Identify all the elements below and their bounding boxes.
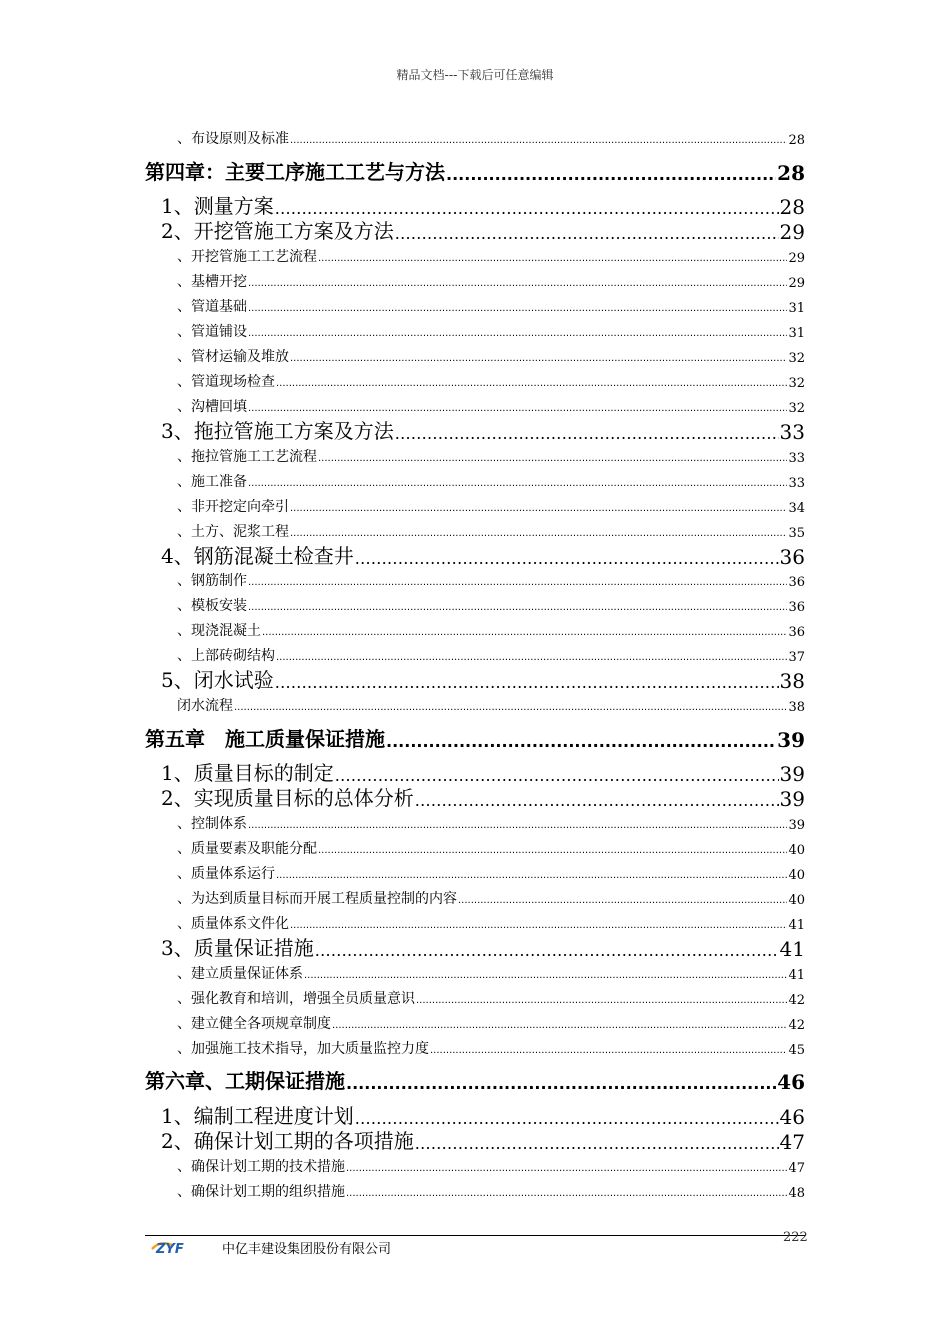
toc-page-number: 41 [788,918,805,933]
toc-leader-dots [304,969,787,983]
toc-page-number: 47 [779,1130,805,1154]
toc-leader-dots [248,327,787,341]
toc-section[interactable] [161,418,805,444]
svg-text:ZYF: ZYF [156,1242,184,1255]
toc-title: 、加强施工技术指导，加大质量监控力度 [177,1041,429,1057]
toc-chapter[interactable] [145,1068,805,1094]
toc-chapter[interactable] [145,726,805,752]
toc-page-number: 42 [788,993,805,1008]
toc-leader-dots [248,302,787,316]
toc-page-number: 39 [779,762,805,786]
toc-page-number: 29 [788,276,805,291]
toc-leader-dots [430,1044,787,1058]
toc-title: 、沟槽回填 [177,399,247,415]
toc-leader-dots [275,673,779,693]
toc-subsection[interactable] [177,496,805,516]
toc-page-number: 36 [788,625,805,640]
toc-subsection[interactable] [177,371,805,391]
toc-leader-dots [248,819,787,833]
toc-leader-dots [386,732,776,752]
toc-page-number: 38 [788,700,805,715]
toc-title: 闭水流程 [177,698,233,714]
toc-title: 、控制体系 [177,816,247,832]
toc-leader-dots [248,402,787,416]
toc-title: 、现浇混凝土 [177,623,261,639]
toc-page-number: 45 [788,1043,805,1058]
toc-title: 、确保计划工期的技术措施 [177,1159,345,1175]
toc-title: 3、拖拉管施工方案及方法 [161,419,394,443]
toc-leader-dots [248,601,787,615]
toc-title: 、布设原则及标准 [177,131,289,147]
toc-subsection[interactable] [177,645,805,665]
toc-subsection[interactable] [177,570,805,590]
toc-title: 、管道基础 [177,299,247,315]
toc-subsection[interactable] [177,595,805,615]
toc-title: 、开挖管施工工艺流程 [177,249,317,265]
company-logo [150,1239,208,1255]
toc-page-number: 39 [788,818,805,833]
toc-subsection[interactable] [177,988,805,1008]
toc-leader-dots [290,352,787,366]
toc-subsection[interactable] [177,521,805,541]
toc-leader-dots [290,527,787,541]
footer-page-number: 222 [783,1230,808,1245]
toc-chapter[interactable] [145,159,805,185]
toc-title: 、质量体系运行 [177,866,275,882]
toc-title: 1、编制工程进度计划 [161,1104,354,1128]
toc-subsection[interactable] [177,888,805,908]
toc-leader-dots [276,651,787,665]
toc-title: 、管道现场检查 [177,374,275,390]
toc-leader-dots [290,134,787,148]
toc-title: 、建立健全各项规章制度 [177,1016,331,1032]
toc-page-number: 29 [779,220,805,244]
toc-title: 、为达到质量目标而开展工程质量控制的内容 [177,891,457,907]
toc-leader-dots [332,1019,787,1033]
toc-title: 2、确保计划工期的各项措施 [161,1129,414,1153]
toc-title: 4、钢筋混凝土检查井 [161,544,354,568]
toc-page-number: 36 [788,575,805,590]
toc-page-number: 33 [779,420,805,444]
toc-page-number: 39 [779,787,805,811]
toc-subsection[interactable] [177,838,805,858]
toc-title: 1、测量方案 [161,194,274,218]
toc-leader-dots [276,869,787,883]
toc-page-number: 36 [788,600,805,615]
toc-leader-dots [458,894,787,908]
toc-subsection[interactable] [177,128,805,148]
toc-title: 、确保计划工期的组织措施 [177,1184,345,1200]
toc-title: 、钢筋制作 [177,573,247,589]
toc-leader-dots [318,452,787,466]
toc-leader-dots [346,1074,776,1094]
toc-page-number: 37 [788,650,805,665]
toc-subsection[interactable] [177,1181,805,1201]
toc-subsection[interactable] [177,346,805,366]
toc-subsection[interactable] [177,396,805,416]
toc-page-number: 28 [788,133,805,148]
toc-title: 3、质量保证措施 [161,936,314,960]
toc-page-number: 32 [788,376,805,391]
toc-title: 、管材运输及堆放 [177,349,289,365]
toc-section[interactable] [161,543,805,569]
toc-page-number: 32 [788,351,805,366]
footer-divider [145,1235,805,1236]
toc-title: 2、实现质量目标的总体分析 [161,786,414,810]
toc-title: 、质量体系文件化 [177,916,289,932]
toc-title: 2、开挖管施工方案及方法 [161,219,394,243]
toc-page-number: 29 [788,251,805,266]
toc-leader-dots [262,626,787,640]
toc-subsection[interactable] [177,863,805,883]
toc-page-number: 46 [779,1105,805,1129]
toc-leader-dots [416,994,787,1008]
toc-page-number: 33 [788,451,805,466]
toc-title: 、强化教育和培训，增强全员质量意识 [177,991,415,1007]
toc-title: 、管道铺设 [177,324,247,340]
toc-title: 、施工准备 [177,474,247,490]
toc-page-number: 31 [788,301,805,316]
toc-leader-dots [290,919,787,933]
toc-page-number: 32 [788,401,805,416]
toc-section[interactable] [161,667,805,693]
toc-page-number: 40 [788,843,805,858]
toc-page-number: 31 [788,326,805,341]
toc-page-number: 41 [779,937,805,961]
toc-leader-dots [290,502,787,516]
toc-section[interactable] [161,1128,805,1154]
toc-entry[interactable] [177,695,805,715]
toc-page-number: 40 [788,868,805,883]
toc-title: 第五章 施工质量保证措施 [145,727,385,751]
toc-subsection[interactable] [177,813,805,833]
toc-subsection[interactable] [177,913,805,933]
toc-leader-dots [315,941,779,961]
toc-leader-dots [234,701,787,715]
toc-page-number: 28 [779,195,805,219]
toc-page-number: 35 [788,526,805,541]
toc-section[interactable] [161,935,805,961]
toc-leader-dots [248,576,787,590]
toc-leader-dots [276,377,787,391]
toc-section[interactable] [161,785,805,811]
toc-title: 5、闭水试验 [161,668,274,692]
toc-subsection[interactable] [177,446,805,466]
toc-title: 、拖拉管施工工艺流程 [177,449,317,465]
toc-subsection[interactable] [177,246,805,266]
toc-title: 第四章：主要工序施工工艺与方法 [145,160,445,184]
toc-subsection[interactable] [177,271,805,291]
toc-page-number: 48 [788,1186,805,1201]
toc-subsection[interactable] [177,963,805,983]
toc-subsection[interactable] [177,1038,805,1058]
toc-leader-dots [446,165,776,185]
toc-leader-dots [318,252,787,266]
toc-title: 1、质量目标的制定 [161,761,334,785]
toc-leader-dots [248,477,787,491]
toc-page-number: 47 [788,1161,805,1176]
toc-subsection[interactable] [177,321,805,341]
toc-subsection[interactable] [177,620,805,640]
page-header: 精品文档---下载后可任意编辑 [396,68,554,82]
toc-page-number: 34 [788,501,805,516]
toc-subsection[interactable] [177,1156,805,1176]
toc-leader-dots [355,1109,779,1129]
toc-leader-dots [415,1134,779,1154]
toc-page-number: 39 [777,728,805,752]
zyf-logo-icon [150,1239,208,1255]
toc-section[interactable] [161,218,805,244]
toc-leader-dots [248,277,787,291]
toc-leader-dots [395,224,779,244]
toc-title: 、建立质量保证体系 [177,966,303,982]
toc-leader-dots [355,549,779,569]
toc-page-number: 36 [779,545,805,569]
toc-leader-dots [395,424,779,444]
toc-leader-dots [346,1162,787,1176]
toc-page-number: 28 [777,161,805,185]
toc-title: 、非开挖定向牵引 [177,499,289,515]
toc-title: 第六章、工期保证措施 [145,1069,345,1093]
toc-page-number: 40 [788,893,805,908]
toc-leader-dots [415,791,779,811]
toc-page-number: 33 [788,476,805,491]
toc-title: 、土方、泥浆工程 [177,524,289,540]
toc-subsection[interactable] [177,471,805,491]
toc-leader-dots [318,844,787,858]
toc-title: 、基槽开挖 [177,274,247,290]
toc-title: 、模板安装 [177,598,247,614]
toc-leader-dots [346,1187,787,1201]
toc-page-number: 46 [777,1070,805,1094]
toc-page-number: 38 [779,669,805,693]
toc-subsection[interactable] [177,1013,805,1033]
toc-page-number: 42 [788,1018,805,1033]
toc-title: 、质量要素及职能分配 [177,841,317,857]
footer-company-name: 中亿丰建设集团股份有限公司 [222,1242,392,1257]
toc-page-number: 41 [788,968,805,983]
toc-subsection[interactable] [177,296,805,316]
toc-title: 、上部砖砌结构 [177,648,275,664]
